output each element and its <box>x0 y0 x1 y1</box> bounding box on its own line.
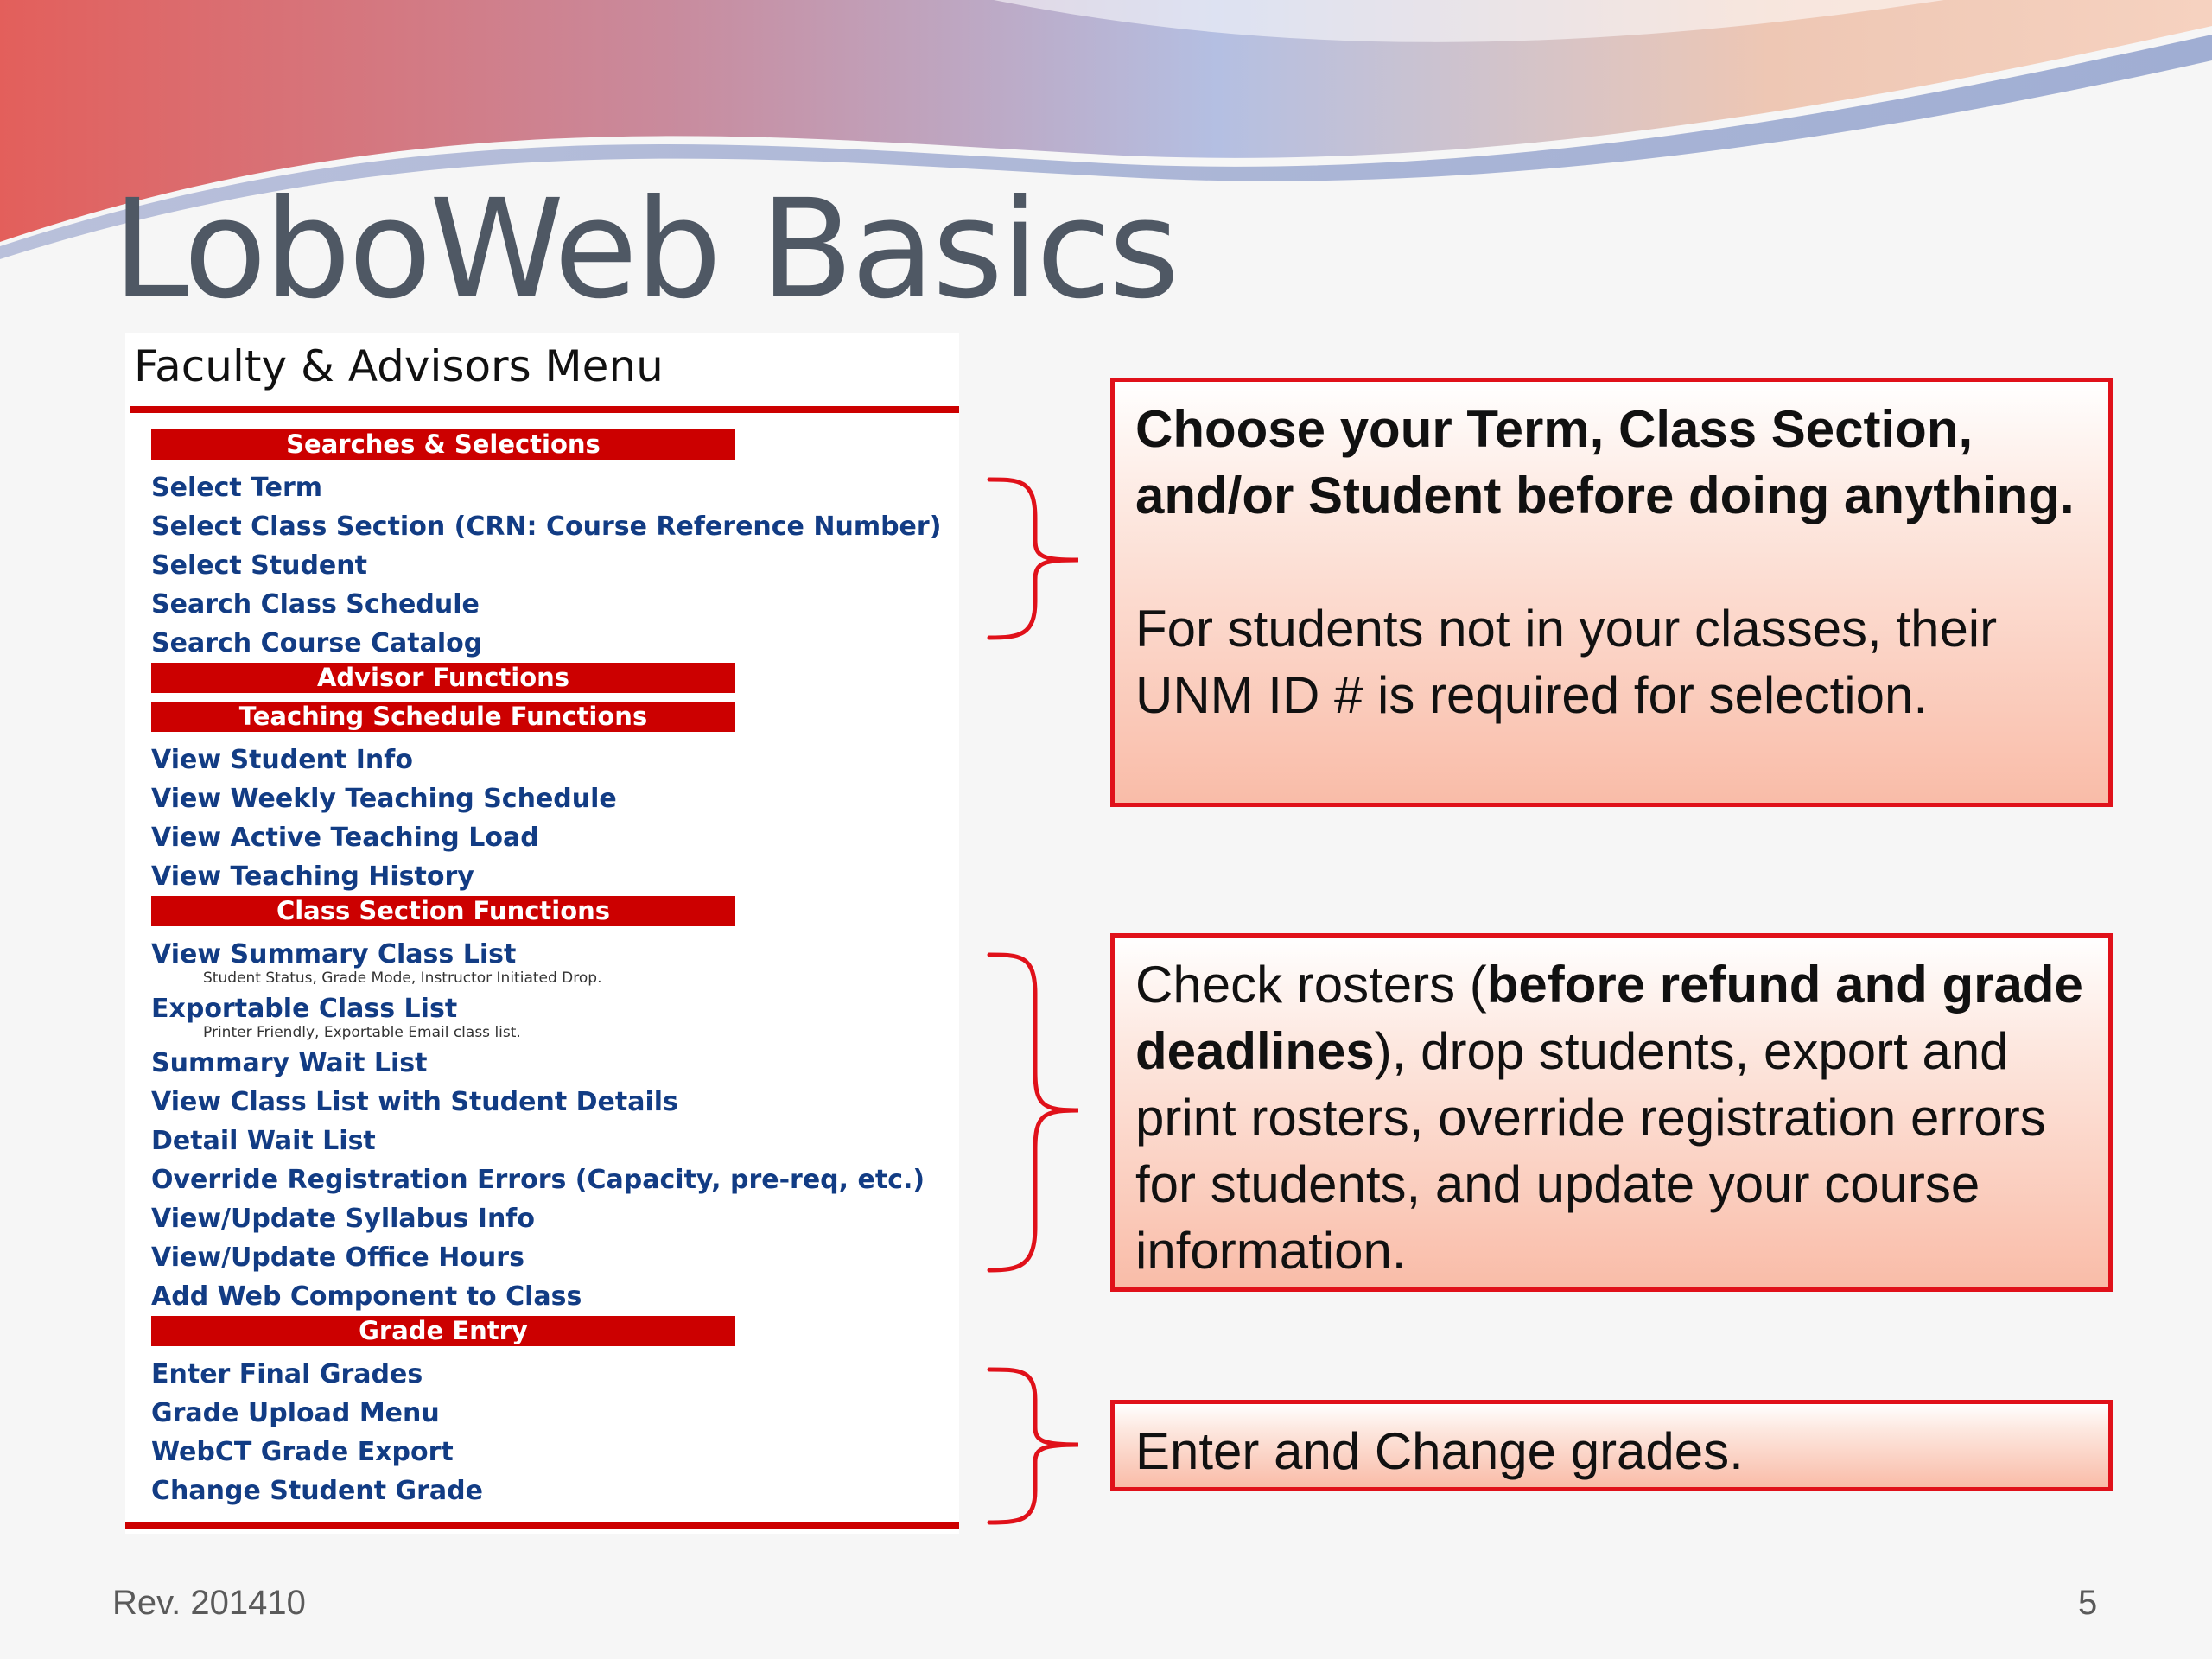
page-number: 5 <box>2078 1584 2098 1622</box>
menu-link-note: Student Status, Grade Mode, Instructor Initiated Drop. <box>203 969 602 987</box>
callout-roster-info <box>1110 933 2113 1292</box>
callout-grades-info <box>1110 1400 2113 1491</box>
menu-link-select-term[interactable]: Select Term <box>151 473 323 503</box>
callout-roster-part1: Check rosters ( <box>1135 956 1487 1014</box>
menu-link-view-weekly-teaching-schedule[interactable]: View Weekly Teaching Schedule <box>151 784 617 814</box>
callout-roster-part3: ), drop students, export and print rosters, override registration errors for students, and update your course information. <box>1135 1022 2046 1280</box>
menu-link-view-update-office-hours[interactable]: View/Update Office Hours <box>151 1243 524 1273</box>
menu-link-view-update-syllabus-info[interactable]: View/Update Syllabus Info <box>151 1204 535 1234</box>
menu-section-header-searches-selections: Searches & Selections <box>151 429 735 460</box>
menu-link-exportable-class-list[interactable]: Exportable Class List <box>151 994 458 1024</box>
menu-link-view-teaching-history[interactable]: View Teaching History <box>151 861 474 892</box>
callout-selection-text: For students not in your classes, their UNM ID # is required for selection. <box>1135 600 1998 724</box>
menu-link-grade-upload-menu[interactable]: Grade Upload Menu <box>151 1398 440 1428</box>
menu-section-header-advisor-functions: Advisor Functions <box>151 663 735 693</box>
menu-section-header-class-section-functions: Class Section Functions <box>151 896 735 926</box>
callout-selection-info <box>1110 378 2113 807</box>
callout-selection-bold: Choose your Term, Class Section, and/or Student before doing anything. <box>1135 400 2075 524</box>
menu-link-summary-wait-list[interactable]: Summary Wait List <box>151 1048 428 1078</box>
menu-link-webct-grade-export[interactable]: WebCT Grade Export <box>151 1437 454 1467</box>
menu-link-enter-final-grades[interactable]: Enter Final Grades <box>151 1359 423 1389</box>
menu-link-view-student-info[interactable]: View Student Info <box>151 745 413 775</box>
revision-footer: Rev. 201410 <box>112 1584 306 1622</box>
menu-divider-top <box>130 406 959 413</box>
slide-title: LoboWeb Basics <box>112 170 1178 329</box>
menu-heading: Faculty & Advisors Menu <box>134 341 664 391</box>
bracket-1 <box>989 480 1078 638</box>
menu-link-change-student-grade[interactable]: Change Student Grade <box>151 1476 483 1506</box>
menu-link-note: Printer Friendly, Exportable Email class list. <box>203 1024 521 1041</box>
menu-link-select-student[interactable]: Select Student <box>151 550 367 581</box>
menu-link-view-summary-class-list[interactable]: View Summary Class List <box>151 939 517 969</box>
menu-link-view-class-list-with-student-details[interactable]: View Class List with Student Details <box>151 1087 678 1117</box>
callout-roster-bold: before refund and grade deadlines <box>1135 956 2083 1080</box>
menu-link-detail-wait-list[interactable]: Detail Wait List <box>151 1126 376 1156</box>
callout-grades-text: Enter and Change grades. <box>1135 1422 1744 1480</box>
menu-link-search-class-schedule[interactable]: Search Class Schedule <box>151 589 480 620</box>
menu-link-select-class-section-crn-course-reference-number[interactable]: Select Class Section (CRN: Course Reference Number) <box>151 512 942 542</box>
bracket-3 <box>989 1370 1078 1522</box>
menu-link-search-course-catalog[interactable]: Search Course Catalog <box>151 628 483 658</box>
menu-divider-bottom <box>125 1522 959 1529</box>
bracket-2 <box>989 955 1078 1270</box>
menu-section-header-teaching-schedule-functions: Teaching Schedule Functions <box>151 702 735 732</box>
menu-list <box>151 429 955 1510</box>
menu-link-override-registration-errors-capacity-pre-req-etc[interactable]: Override Registration Errors (Capacity, pre-req, etc.) <box>151 1165 925 1195</box>
faculty-advisors-menu <box>125 333 959 1534</box>
callout-roster-text <box>1135 951 2088 1284</box>
menu-section-header-grade-entry: Grade Entry <box>151 1316 735 1346</box>
curly-brackets <box>976 467 1089 1538</box>
menu-link-add-web-component-to-class[interactable]: Add Web Component to Class <box>151 1281 582 1312</box>
menu-link-view-active-teaching-load[interactable]: View Active Teaching Load <box>151 823 539 853</box>
